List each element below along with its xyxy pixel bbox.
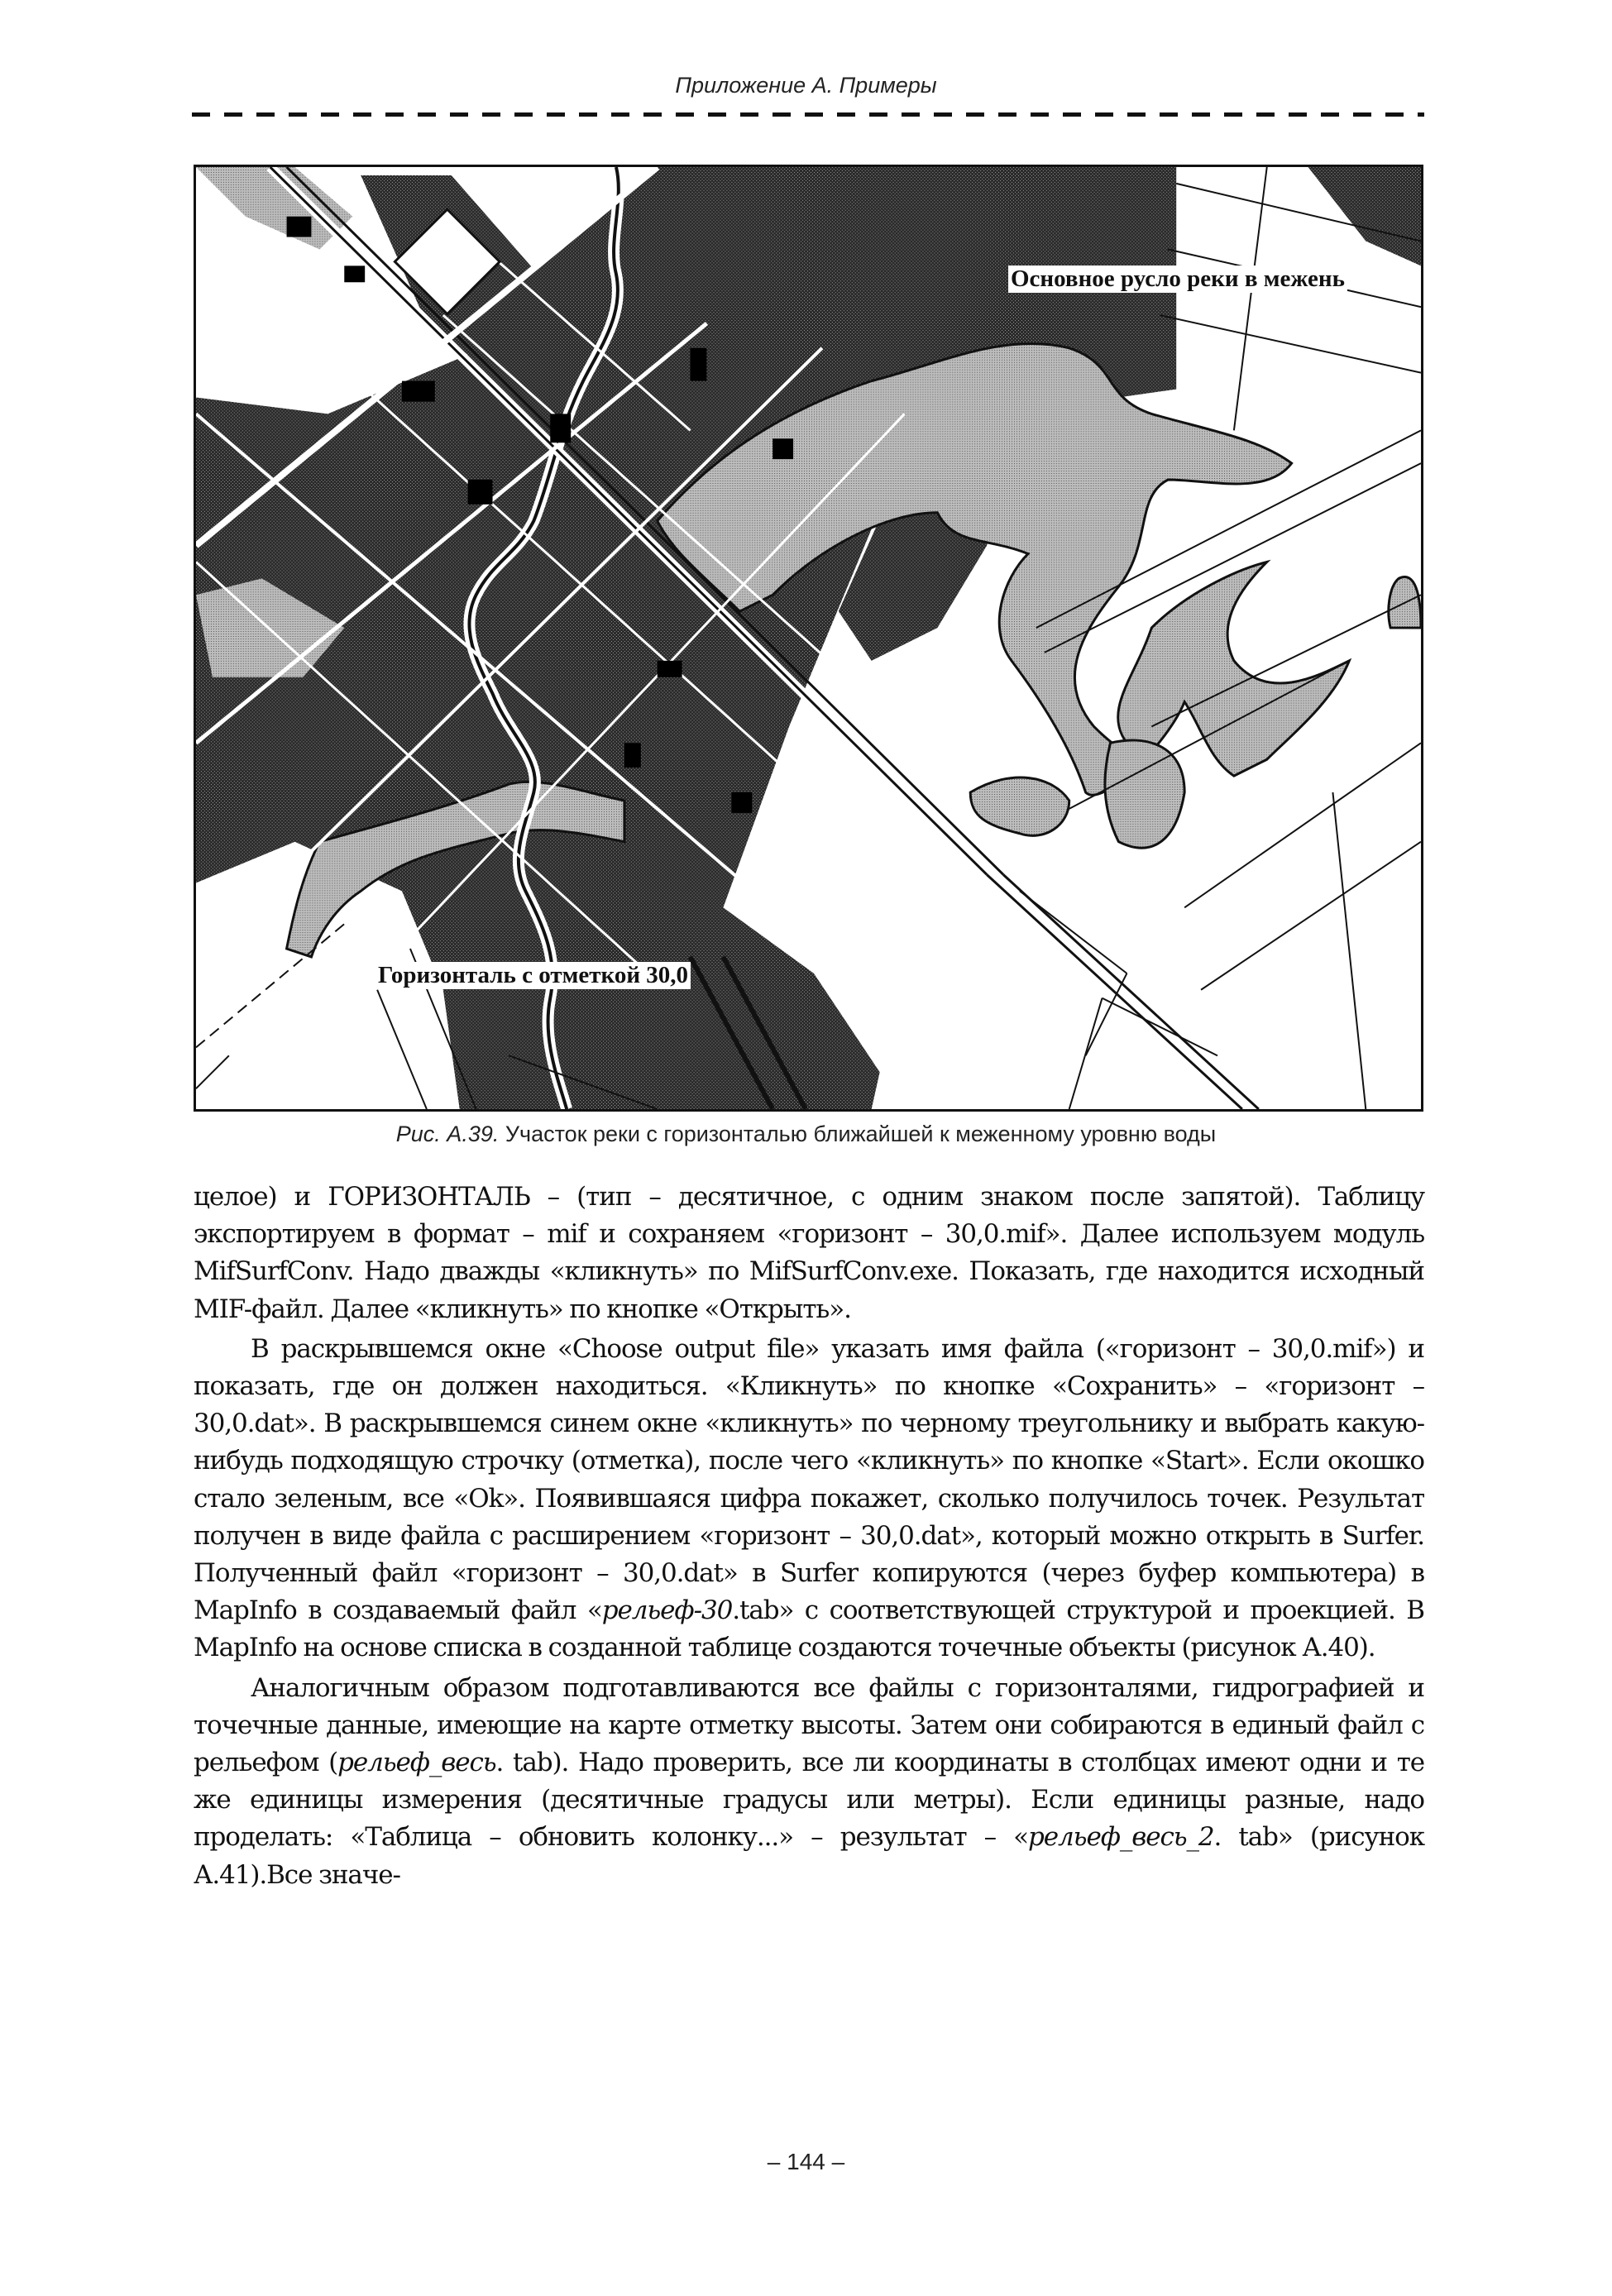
paragraph-2-seg-1: В раскрывшемся окне «Choose output file» указать имя файла («горизонт – 30,0.mif») и показать, где он должен находиться. «Кликнуть» по кнопке «Сохранить» – «горизонт – 30,0.dat». В раскрывшемся синем окне «кликнуть» по черному треугольнику и выбрать какую-нибудь подходящую строчку (отметка), после чего «кликнуть» по кнопке «Start». Если окошко стало зеленым, все «Ok». Появившаяся цифра покажет, сколько получилось точек. Результат получен в виде файла с расширением «горизонт – 30,0.dat», который можно открыть в Surfer. Полученный файл «горизонт – 30,0.dat» в Surfer копируются (через буфер компьютера) в MapInfo в создаваемый файл «: [194, 1333, 1424, 1626]
running-head: Приложение А. Примеры: [675, 73, 937, 98]
paragraph-3-seg-3: . tab). Надо проверить, все ли координаты в столбцах имеют одни и те же единицы измерения (десятичные градусы или метры). Если единицы разные, надо проделать: «Таблица – обновить колонку...» – результат – «: [194, 1748, 1424, 1853]
figure-caption-text: Участок реки с горизонталью ближайшей к меженному уровню воды: [505, 1122, 1217, 1146]
filename-relief-all-2: рельеф_весь_2: [1028, 1822, 1214, 1853]
map-figure: [194, 165, 1423, 1112]
body-text: [194, 1179, 1424, 1894]
paragraph-1: [194, 1179, 1424, 1328]
map-label-contour-line: Горизонталь с отметкой 30,0: [375, 962, 691, 989]
paragraph-3-seg-5: . tab» (рисунок А.41).Все значе-: [194, 1822, 1424, 1890]
filename-relief-all: рельеф_весь: [337, 1748, 496, 1778]
figure-caption: [0, 1122, 1612, 1147]
paragraph-1-seg-1: целое) и ГОРИЗОНТАЛЬ – (тип – десятичное, с одним знаком после запятой). Таблицу экспортируем в формат – mif и сохраняем «горизонт – 30,0.mif». Далее используем модуль MifSurfConv. Надо дважды «кликнуть» по MifSurfConv.exe. Показать, где находится исходный MIF-файл. Далее «кликнуть» по кнопке «Открыть».: [194, 1182, 1424, 1324]
filename-relief-30: рельеф-30: [601, 1595, 733, 1626]
paragraph-2: [194, 1331, 1424, 1667]
map-label-main-channel: Основное русло реки в межень: [1008, 265, 1347, 293]
page-number: – 144 –: [767, 2149, 845, 2174]
paragraph-3: [194, 1670, 1424, 1894]
paragraph-3-seg-1: Аналогичным образом подготавливаются все файлы с горизонталями, гидрографией и точечные данные, имеющие на карте отметку высоты. Затем они собираются в единый файл с рельефом (: [194, 1672, 1424, 1778]
header-dashed-rule: [192, 112, 1424, 117]
paragraph-2-seg-3: .tab» с соответствующей структурой и проекцией. В MapInfo на основе списка в созданной таблице создаются точечные объекты (рисунок А.40).: [194, 1595, 1424, 1663]
figure-caption-number: Рис. А.39.: [395, 1122, 500, 1146]
